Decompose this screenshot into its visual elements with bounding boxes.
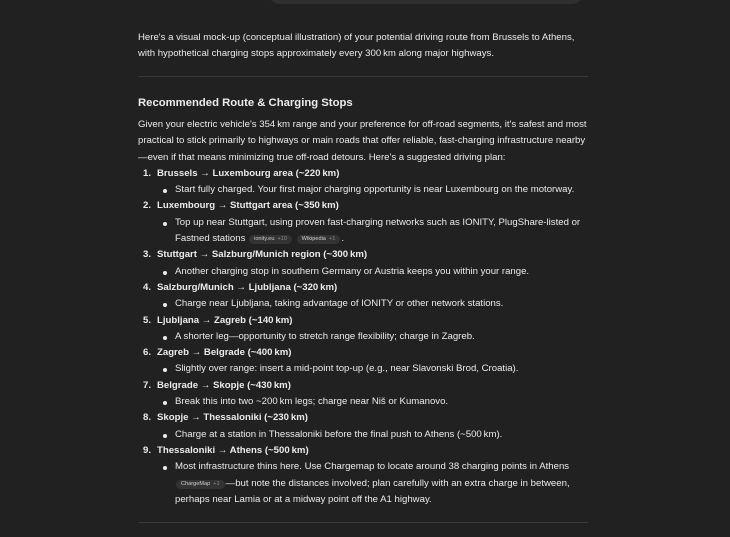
step-note-text-end: . xyxy=(341,233,344,245)
route-step xyxy=(138,378,588,411)
step-number: 5. xyxy=(143,314,152,326)
step-title: Belgrade → Skopje (~430 km) xyxy=(157,379,291,391)
route-step xyxy=(138,198,588,247)
citation-chip-wikipedia[interactable] xyxy=(297,235,341,244)
citation-chip-chargemap[interactable] xyxy=(176,480,225,489)
step-title: Zagreb → Belgrade (~400 km) xyxy=(157,347,292,359)
step-number: 8. xyxy=(143,412,152,424)
step-title: Salzburg/Munich → Ljubljana (~320 km) xyxy=(157,281,338,293)
step-title: Ljubljana → Zagreb (~140 km) xyxy=(157,314,293,326)
assistant-message xyxy=(138,30,588,508)
previous-user-message-bubble xyxy=(268,0,584,4)
route-step xyxy=(138,166,588,199)
route-step xyxy=(138,313,588,346)
section-heading: Recommended Route & Charging Stops xyxy=(138,97,353,109)
citation-chip-label: ionity.eu xyxy=(254,236,275,243)
step-title: Stuttgart → Salzburg/Munich region (~300 km) xyxy=(157,249,368,261)
step-note xyxy=(138,459,588,508)
step-title: Skopje → Thessaloniki (~230 km) xyxy=(157,412,308,424)
step-title: Brussels → Luxembourg area (~220 km) xyxy=(157,167,340,179)
citation-chip-count: +1 xyxy=(213,480,220,487)
step-note-text-end: —but note the distances involved; plan carefully with an extra charge in between, perhaps near Lamia or at a midway point off the A1 highway. xyxy=(175,477,570,505)
citation-chip-label: ChargeMap xyxy=(181,480,211,487)
step-note: Slightly over range: insert a mid-point top-up (e.g., near Slavonski Brod, Croatia). xyxy=(138,361,588,377)
step-number: 9. xyxy=(143,444,152,456)
step-note-text: Top up near Stuttgart, using proven fast-charging networks such as IONITY, PlugShare-listed or Fastned stations xyxy=(175,216,581,245)
step-number: 6. xyxy=(143,347,152,359)
bottom-divider xyxy=(138,522,588,523)
divider xyxy=(138,76,588,77)
step-title: Luxembourg → Stuttgart area (~350 km) xyxy=(157,200,339,212)
step-title: Thessaloniki → Athens (~500 km) xyxy=(157,444,309,456)
step-number: 2. xyxy=(143,200,152,212)
step-note: Charge at a station in Thessaloniki before the final push to Athens (~500 km). xyxy=(138,427,588,443)
route-step xyxy=(138,443,588,508)
step-number: 1. xyxy=(143,167,152,179)
step-note: Charge near Ljubljana, taking advantage of IONITY or other network stations. xyxy=(138,296,588,312)
step-note: Start fully charged. Your first major charging opportunity is near Luxembourg on the motorway. xyxy=(138,182,588,198)
citation-chip-label: Wikipedia xyxy=(301,236,326,243)
route-step xyxy=(138,345,588,378)
step-note-text: Most infrastructure thins here. Use Chargemap to locate around 38 charging points in Athens xyxy=(175,461,570,473)
lead-paragraph: Given your electric vehicle's 354 km range and your preference for off-road segments, it's safest and most practical to stick primarily to highways or main roads that offer reliable, fast-charging infrastructure nearby—even if that means minimizing true off-road detours. Here's a suggested driving plan: xyxy=(138,119,587,163)
route-step xyxy=(138,410,588,443)
intro-paragraph: Here's a visual mock-up (conceptual illustration) of your potential driving route from Brussels to Athens, with hypothetical charging stops approximately every 300 km along major highways. xyxy=(138,32,575,59)
route-steps-list xyxy=(138,166,588,508)
step-note xyxy=(138,215,588,248)
step-number: 4. xyxy=(143,281,152,293)
citation-chip-count: +1 xyxy=(328,236,336,243)
route-step xyxy=(138,280,588,313)
route-step xyxy=(138,247,588,280)
step-note: Break this into two ~200 km legs; charge near Niš or Kumanovo. xyxy=(138,394,588,410)
step-number: 3. xyxy=(143,249,152,261)
citation-chip-ionity[interactable] xyxy=(249,235,292,244)
citation-chip-count: +10 xyxy=(277,236,287,243)
step-note: A shorter leg—opportunity to stretch range flexibility; charge in Zagreb. xyxy=(138,329,588,345)
step-number: 7. xyxy=(143,379,152,391)
step-note: Another charging stop in southern Germany or Austria keeps you within your range. xyxy=(138,264,588,280)
